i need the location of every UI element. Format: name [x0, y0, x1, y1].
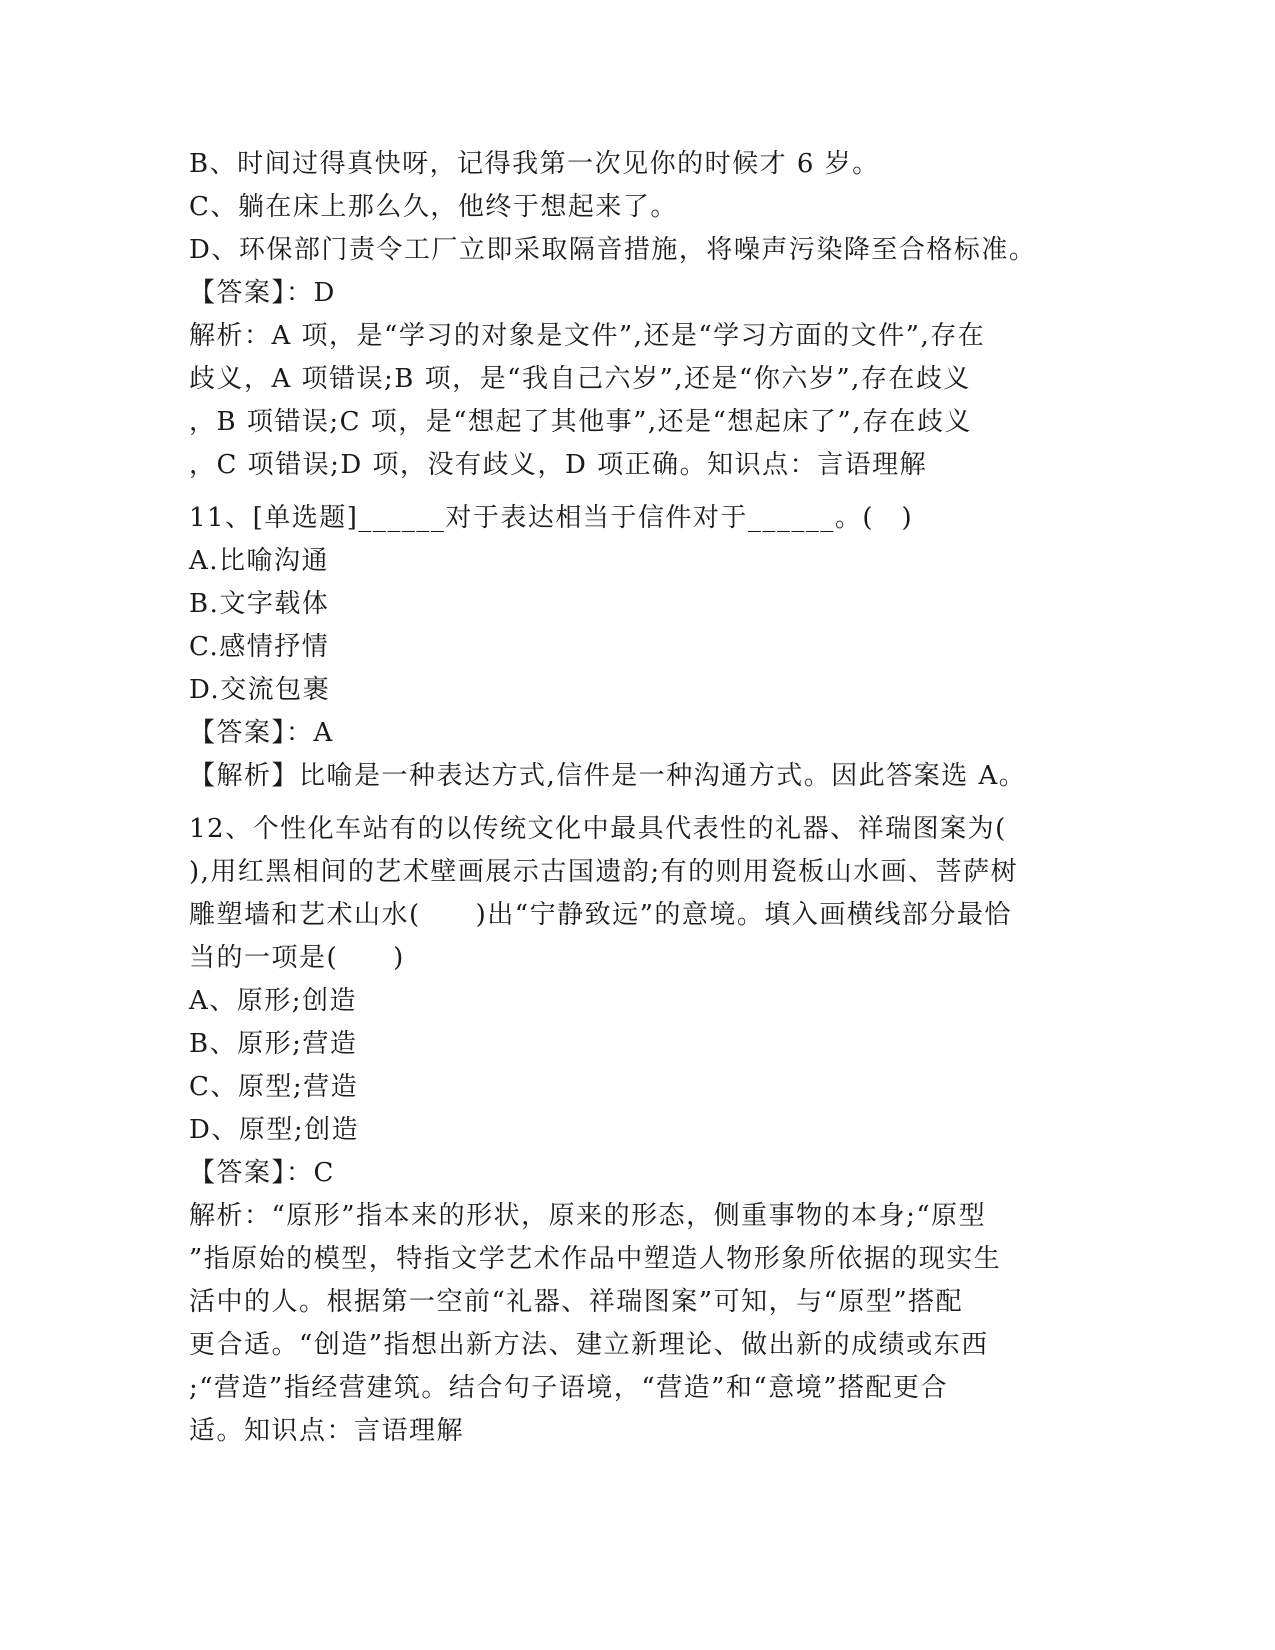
analysis-line: ，B 项错误;C 项，是“想起了其他事”,还是“想起床了”,存在歧义 — [189, 407, 972, 437]
question-12 — [189, 808, 1089, 1453]
analysis-line: 解析：“原形”指本来的形状，原来的形态，侧重事物的本身;“原型 — [189, 1201, 987, 1231]
option-a: A、原形;创造 — [189, 986, 358, 1016]
analysis-line: 【解析】比喻是一种表达方式,信件是一种沟通方式。因此答案选 A。 — [189, 761, 1027, 791]
option-b: B、时间过得真快呀，记得我第一次见你的时候才 6 岁。 — [189, 149, 880, 179]
option-c: C、躺在床上那么久，他终于想起来了。 — [189, 192, 678, 222]
question-10-tail — [189, 143, 1089, 487]
analysis-line: 解析：A 项，是“学习的对象是文件”,还是“学习方面的文件”,存在 — [189, 321, 986, 351]
answer-line: 【答案】：D — [189, 278, 336, 308]
option-c: C.感情抒情 — [189, 632, 330, 662]
question-stem-line: 12、个性化车站有的以传统文化中最具代表性的礼器、祥瑞图案为( — [189, 814, 1007, 844]
analysis-line: 适。知识点：言语理解 — [189, 1416, 465, 1446]
question-stem-line: ),用红黑相间的艺术壁画展示古国遗韵;有的则用瓷板山水画、菩萨树 — [189, 857, 1019, 887]
option-d: D.交流包裹 — [189, 675, 331, 705]
option-d: D、环保部门责令工厂立即采取隔音措施，将噪声污染降至合格标准。 — [189, 235, 1037, 265]
option-b: B、原形;营造 — [189, 1029, 358, 1059]
option-d: D、原型;创造 — [189, 1115, 360, 1145]
question-stem-line: 雕塑墙和艺术山水( )出“宁静致远”的意境。填入画横线部分最恰 — [189, 900, 1012, 930]
answer-line: 【答案】：C — [189, 1158, 335, 1188]
analysis-line: 活中的人。根据第一空前“礼器、祥瑞图案”可知，与“原型”搭配 — [189, 1287, 964, 1317]
question-stem: 11、[单选题]______对于表达相当于信件对于______。( ) — [189, 503, 914, 533]
spacer — [189, 798, 1089, 808]
question-11 — [189, 497, 1089, 798]
analysis-line: ;“营造”指经营建筑。结合句子语境，“营造”和“意境”搭配更合 — [189, 1373, 949, 1403]
question-stem-line: 当的一项是( ) — [189, 943, 405, 973]
analysis-line: 更合适。“创造”指想出新方法、建立新理论、做出新的成绩或东西 — [189, 1330, 989, 1360]
answer-line: 【答案】：A — [189, 718, 334, 748]
spacer — [189, 487, 1089, 497]
option-c: C、原型;营造 — [189, 1072, 359, 1102]
analysis-line: 歧义，A 项错误;B 项，是“我自己六岁”,还是“你六岁”,存在歧义 — [189, 364, 971, 394]
page-content — [189, 143, 1089, 1453]
analysis-line: ”指原始的模型，特指文学艺术作品中塑造人物形象所依据的现实生 — [189, 1244, 1002, 1274]
analysis-line: ，C 项错误;D 项，没有歧义，D 项正确。知识点：言语理解 — [189, 450, 928, 480]
option-b: B.文字载体 — [189, 589, 330, 619]
option-a: A.比喻沟通 — [189, 546, 330, 576]
